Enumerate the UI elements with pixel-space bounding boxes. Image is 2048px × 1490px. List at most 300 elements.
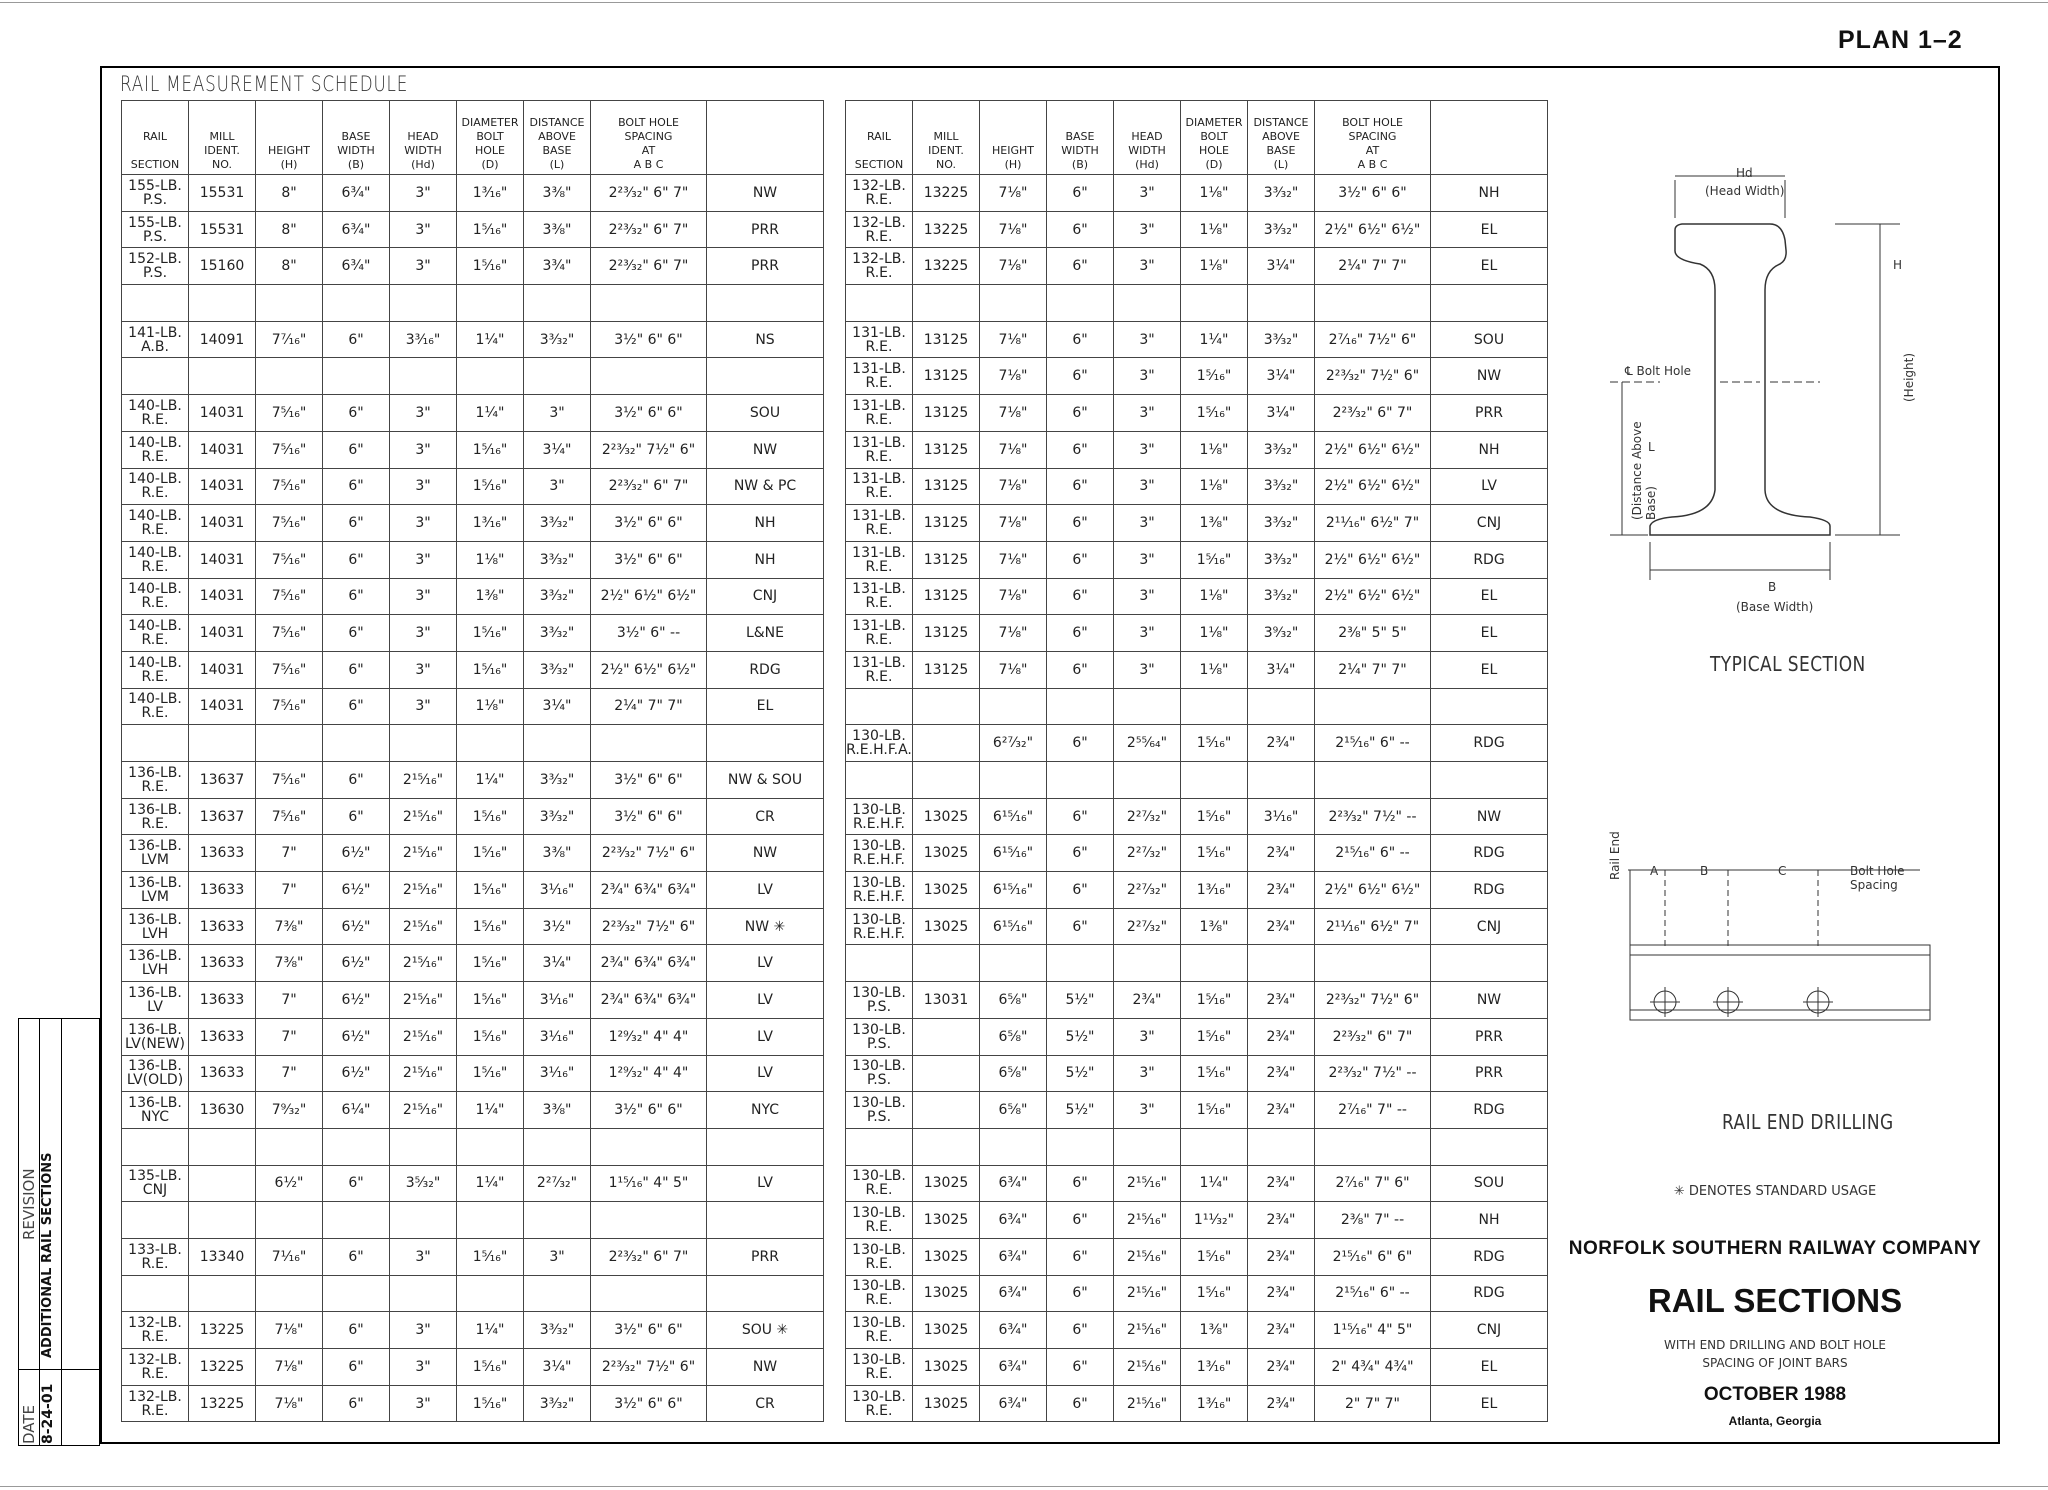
- table-cell: [457, 1128, 524, 1165]
- table-row: [846, 945, 1548, 982]
- table-cell: 6": [323, 321, 390, 358]
- column-header-line: RAIL: [142, 130, 168, 143]
- table-cell: 7⅛": [980, 468, 1047, 505]
- column-header-line: A B C: [633, 158, 664, 171]
- table-cell: 1⁵⁄₁₆": [457, 982, 524, 1019]
- table-cell: [524, 725, 591, 762]
- table-row: [122, 835, 824, 872]
- table-cell: 6": [1047, 505, 1114, 542]
- table-row: [846, 688, 1548, 725]
- column-header-line: HEIGHT: [268, 144, 310, 157]
- drawing-date: OCTOBER 1988: [1703, 1384, 1847, 1405]
- table-cell: [524, 1128, 591, 1165]
- table-cell: [256, 358, 323, 395]
- table-cell: 2¹⁵⁄₁₆": [1114, 1238, 1181, 1275]
- table-cell: 1⁵⁄₁₆": [457, 945, 524, 982]
- table-cell: 1³⁄₁₆": [1181, 872, 1248, 909]
- table-cell: CNJ: [1431, 1312, 1548, 1349]
- table-cell: 140-LB. R.E.: [122, 651, 189, 688]
- column-header-line: WIDTH: [404, 144, 442, 157]
- table-cell: [1047, 285, 1114, 322]
- table-cell: [323, 285, 390, 322]
- table-cell: 6": [323, 762, 390, 799]
- table-cell: 3¼": [1248, 395, 1315, 432]
- table-cell: 1⅛": [1181, 578, 1248, 615]
- revision-date-heading: DATE: [20, 1404, 38, 1444]
- table-cell: EL: [707, 688, 824, 725]
- table-cell: 14031: [189, 541, 256, 578]
- table-cell: 6": [1047, 651, 1114, 688]
- table-cell: [323, 1128, 390, 1165]
- table-cell: 2²⁷⁄₃₂": [1114, 908, 1181, 945]
- table-cell: 6": [323, 578, 390, 615]
- table-cell: 6": [323, 615, 390, 652]
- table-cell: RDG: [1431, 835, 1548, 872]
- table-cell: 13125: [913, 468, 980, 505]
- table-cell: 1⁵⁄₁₆": [457, 615, 524, 652]
- table-cell: 131-LB. R.E.: [846, 468, 913, 505]
- table-cell: [846, 688, 913, 725]
- table-cell: [846, 285, 913, 322]
- table-cell: PRR: [707, 1238, 824, 1275]
- table-row: [846, 835, 1548, 872]
- table-cell: 130-LB. R.E.: [846, 1275, 913, 1312]
- table-cell: 2¼" 7" 7": [1315, 651, 1431, 688]
- table-cell: 2²³⁄₃₂" 7½" 6": [591, 908, 707, 945]
- table-cell: 2½" 6½" 6½": [1315, 872, 1431, 909]
- table-cell: 13025: [913, 835, 980, 872]
- table-cell: [122, 1202, 189, 1239]
- table-cell: 13025: [913, 1165, 980, 1202]
- table-cell: 13025: [913, 1238, 980, 1275]
- table-cell: [390, 1128, 457, 1165]
- table-row: [122, 688, 824, 725]
- table-cell: [323, 1202, 390, 1239]
- column-header-line: DISTANCE: [529, 116, 585, 129]
- table-cell: [707, 358, 824, 395]
- table-row: [122, 1385, 824, 1422]
- table-cell: 13125: [913, 615, 980, 652]
- table-cell: CR: [707, 1385, 824, 1422]
- table-cell: 2¾": [1248, 1312, 1315, 1349]
- table-cell: 6": [323, 1165, 390, 1202]
- column-header-line: HOLE: [1198, 144, 1229, 157]
- table-row: [846, 358, 1548, 395]
- table-cell: [1431, 762, 1548, 799]
- table-cell: [913, 1128, 980, 1165]
- table-cell: 2⅜" 5" 5": [1315, 615, 1431, 652]
- column-header-line: BOLT HOLE: [618, 116, 679, 129]
- table-cell: 7⁵⁄₁₆": [256, 541, 323, 578]
- table-cell: 6¾": [980, 1385, 1047, 1422]
- table-cell: RDG: [1431, 1275, 1548, 1312]
- table-cell: 3³⁄₃₂": [1248, 468, 1315, 505]
- standard-usage-note: ✳ DENOTES STANDARD USAGE: [1673, 1184, 1877, 1199]
- column-header: [1114, 101, 1181, 175]
- table-cell: [591, 285, 707, 322]
- table-cell: 1⁵⁄₁₆": [1181, 982, 1248, 1019]
- table-cell: 1¼": [457, 321, 524, 358]
- bolt-hole-label: ℄ Bolt Hole: [1625, 364, 1692, 378]
- table-cell: 3": [1114, 505, 1181, 542]
- table-cell: RDG: [707, 651, 824, 688]
- table-cell: 3¹⁄₁₆": [1248, 798, 1315, 835]
- table-cell: 140-LB. R.E.: [122, 615, 189, 652]
- subtitle-line-1: WITH END DRILLING AND BOLT HOLE: [1664, 1338, 1886, 1352]
- table-cell: 3": [524, 468, 591, 505]
- h-desc: (Height): [1902, 352, 1916, 402]
- table-cell: [846, 762, 913, 799]
- table-row: [122, 321, 824, 358]
- table-cell: 6⅝": [980, 1018, 1047, 1055]
- table-cell: 13025: [913, 908, 980, 945]
- table-cell: 131-LB. R.E.: [846, 578, 913, 615]
- table-cell: 7⁵⁄₁₆": [256, 468, 323, 505]
- table-cell: 136-LB. LVH: [122, 945, 189, 982]
- table-cell: [189, 358, 256, 395]
- table-cell: 3½" 6" 6": [591, 1312, 707, 1349]
- table-cell: SOU: [707, 395, 824, 432]
- table-cell: 3³⁄₃₂": [1248, 211, 1315, 248]
- table-cell: 1⁵⁄₁₆": [1181, 1238, 1248, 1275]
- table-cell: 2¹⁵⁄₁₆": [1114, 1165, 1181, 1202]
- table-cell: 2²³⁄₃₂" 7½" --: [1315, 798, 1431, 835]
- table-row: [846, 468, 1548, 505]
- table-cell: [846, 945, 913, 982]
- table-row: [846, 872, 1548, 909]
- table-cell: 2¾": [1248, 725, 1315, 762]
- table-cell: 7⅛": [256, 1312, 323, 1349]
- table-cell: 1¼": [457, 762, 524, 799]
- column-header: [1047, 101, 1114, 175]
- table-cell: 1⅛": [457, 541, 524, 578]
- table-cell: 1⅛": [1181, 651, 1248, 688]
- table-cell: 1⁵⁄₁₆": [457, 835, 524, 872]
- table-cell: 3⅜": [524, 211, 591, 248]
- table-cell: 2¾": [1114, 982, 1181, 1019]
- table-cell: 1¼": [457, 1312, 524, 1349]
- table-cell: NH: [1431, 1202, 1548, 1239]
- table-cell: [457, 358, 524, 395]
- table-row: [122, 1349, 824, 1386]
- column-header: [457, 101, 524, 175]
- table-cell: 3¼": [524, 688, 591, 725]
- table-cell: 3³⁄₃₂": [524, 321, 591, 358]
- table-cell: [1114, 688, 1181, 725]
- column-header-line: (L): [549, 158, 565, 171]
- table-cell: 6¾": [980, 1238, 1047, 1275]
- table-cell: 2¹⁵⁄₁₆": [1114, 1312, 1181, 1349]
- column-header-line: BASE: [1266, 144, 1296, 157]
- table-cell: 13125: [913, 431, 980, 468]
- drawing-location: Atlanta, Georgia: [1728, 1414, 1822, 1428]
- table-cell: 2²⁷⁄₃₂": [1114, 872, 1181, 909]
- table-cell: 140-LB. R.E.: [122, 431, 189, 468]
- table-cell: 7⁵⁄₁₆": [256, 688, 323, 725]
- table-cell: 3": [390, 248, 457, 285]
- table-cell: 152-LB. P.S.: [122, 248, 189, 285]
- table-cell: [913, 688, 980, 725]
- table-cell: 7": [256, 835, 323, 872]
- table-cell: [1315, 285, 1431, 322]
- table-cell: 6⅝": [980, 1092, 1047, 1129]
- table-cell: 2¹⁵⁄₁₆": [1114, 1385, 1181, 1422]
- table-row: [122, 578, 824, 615]
- column-header-line: (Hd): [411, 158, 435, 171]
- table-cell: [256, 285, 323, 322]
- table-cell: CNJ: [707, 578, 824, 615]
- table-cell: L&NE: [707, 615, 824, 652]
- table-cell: 13637: [189, 762, 256, 799]
- table-cell: 1⁵⁄₁₆": [457, 872, 524, 909]
- table-cell: 1¹¹⁄₃₂": [1181, 1202, 1248, 1239]
- table-cell: 13225: [189, 1349, 256, 1386]
- table-cell: [390, 285, 457, 322]
- table-cell: 2½" 6½" 6½": [591, 651, 707, 688]
- l-desc: (Distance Above Base): [1630, 421, 1658, 520]
- table-cell: 7⅛": [980, 211, 1047, 248]
- table-row: [846, 211, 1548, 248]
- table-cell: 1³⁄₁₆": [1181, 1385, 1248, 1422]
- rail-end-drawing: [1620, 810, 1940, 1030]
- table-cell: 2¾": [1248, 1275, 1315, 1312]
- table-cell: 2¾": [1248, 1385, 1315, 1422]
- table-cell: 3⅜": [524, 835, 591, 872]
- table-cell: 3½" 6" 6": [591, 505, 707, 542]
- table-cell: 6¾": [980, 1349, 1047, 1386]
- column-header: [913, 101, 980, 175]
- table-cell: EL: [1431, 1385, 1548, 1422]
- table-row: [846, 505, 1548, 542]
- table-cell: 3³⁄₃₂": [524, 798, 591, 835]
- table-cell: EL: [1431, 211, 1548, 248]
- bolt-hole-spacing-label: Bolt Hole Spacing: [1850, 864, 1905, 892]
- table-cell: [524, 285, 591, 322]
- table-cell: [980, 285, 1047, 322]
- table-cell: 3": [1114, 1055, 1181, 1092]
- table-cell: 2²³⁄₃₂" 7½" 6": [1315, 982, 1431, 1019]
- table-cell: 1³⁄₁₆": [457, 175, 524, 212]
- table-cell: [256, 1128, 323, 1165]
- table-row: [846, 321, 1548, 358]
- table-cell: 7⅛": [980, 505, 1047, 542]
- table-cell: 6": [1047, 1385, 1114, 1422]
- table-cell: [1181, 762, 1248, 799]
- table-cell: 3³⁄₃₂": [1248, 578, 1315, 615]
- column-header: [980, 101, 1047, 175]
- table-cell: 6": [323, 1238, 390, 1275]
- table-row: [122, 1202, 824, 1239]
- column-header-line: IDENT.: [204, 144, 240, 157]
- table-cell: 6": [1047, 908, 1114, 945]
- b-desc: (Base Width): [1736, 600, 1814, 614]
- column-header-line: AT: [641, 144, 656, 157]
- table-cell: [1248, 762, 1315, 799]
- table-row: [122, 211, 824, 248]
- table-cell: 3³⁄₁₆": [390, 321, 457, 358]
- table-cell: 3⅜": [524, 1092, 591, 1129]
- table-cell: [913, 1018, 980, 1055]
- table-row: [846, 1018, 1548, 1055]
- column-header-line: [846, 144, 912, 158]
- table-row: [846, 1312, 1548, 1349]
- table-cell: 136-LB. LVH: [122, 908, 189, 945]
- table-cell: EL: [1431, 615, 1548, 652]
- table-cell: 3½" 6" 6": [591, 798, 707, 835]
- table-cell: 1⁵⁄₁₆": [457, 798, 524, 835]
- table-cell: [1114, 762, 1181, 799]
- schedule-table-left: [121, 100, 824, 1422]
- spacing-c: C: [1778, 864, 1787, 878]
- table-cell: [189, 285, 256, 322]
- column-header-line: BASE: [1065, 130, 1095, 143]
- table-row: [846, 1092, 1548, 1129]
- table-cell: 132-LB. R.E.: [846, 211, 913, 248]
- column-header-line: AT: [1365, 144, 1380, 157]
- table-cell: 6⅝": [980, 982, 1047, 1019]
- table-cell: 3": [1114, 541, 1181, 578]
- table-cell: 2½" 6½" 6½": [1315, 541, 1431, 578]
- table-cell: 1⁵⁄₁₆": [1181, 541, 1248, 578]
- b-label: B: [1768, 580, 1777, 594]
- table-cell: 6": [1047, 321, 1114, 358]
- column-header-line: DIAMETER: [461, 116, 519, 129]
- table-cell: [707, 1275, 824, 1312]
- table-row: [846, 175, 1548, 212]
- table-cell: RDG: [1431, 725, 1548, 762]
- table-cell: 6": [1047, 395, 1114, 432]
- table-cell: 13025: [913, 1275, 980, 1312]
- table-cell: 2²³⁄₃₂" 7½" 6": [591, 835, 707, 872]
- column-header-line: BASE: [542, 144, 572, 157]
- typical-section-caption: TYPICAL SECTION: [1710, 652, 1866, 676]
- table-cell: 14031: [189, 688, 256, 725]
- table-cell: [1181, 285, 1248, 322]
- table-cell: 1¹⁵⁄₁₆" 4" 5": [591, 1165, 707, 1202]
- rail-end-label: Rail End: [1608, 831, 1622, 880]
- table-cell: 1⅛": [1181, 431, 1248, 468]
- table-cell: 140-LB. R.E.: [122, 688, 189, 725]
- table-row: [846, 578, 1548, 615]
- table-cell: 1⁵⁄₁₆": [457, 1238, 524, 1275]
- rail-profile: [1650, 224, 1830, 535]
- table-cell: 14031: [189, 651, 256, 688]
- table-cell: 136-LB. NYC: [122, 1092, 189, 1129]
- table-cell: 2⁵⁵⁄₆₄": [1114, 725, 1181, 762]
- table-cell: 3": [524, 1238, 591, 1275]
- table-row: [122, 395, 824, 432]
- table-cell: 2¾": [1248, 1349, 1315, 1386]
- hd-label: Hd: [1736, 166, 1753, 180]
- table-cell: 3³⁄₃₂": [524, 1312, 591, 1349]
- table-row: [846, 1349, 1548, 1386]
- table-cell: SOU: [1431, 321, 1548, 358]
- table-cell: [122, 1128, 189, 1165]
- table-cell: 1⅛": [1181, 211, 1248, 248]
- table-cell: [707, 1202, 824, 1239]
- table-cell: 6²⁷⁄₃₂": [980, 725, 1047, 762]
- table-cell: EL: [1431, 651, 1548, 688]
- table-cell: 1⅜": [1181, 505, 1248, 542]
- table-cell: 6": [1047, 358, 1114, 395]
- table-row: [122, 1312, 824, 1349]
- table-cell: 3": [390, 468, 457, 505]
- table-cell: 2²³⁄₃₂" 6" 7": [591, 1238, 707, 1275]
- table-cell: [256, 725, 323, 762]
- table-cell: [913, 762, 980, 799]
- column-header-line: SECTION: [130, 158, 180, 171]
- table-cell: NW: [1431, 358, 1548, 395]
- table-cell: 13630: [189, 1092, 256, 1129]
- table-cell: NW: [707, 835, 824, 872]
- table-cell: 7⁵⁄₁₆": [256, 798, 323, 835]
- table-cell: 2²⁷⁄₃₂": [1114, 798, 1181, 835]
- table-cell: RDG: [1431, 872, 1548, 909]
- revision-heading: REVISION: [20, 1168, 38, 1240]
- column-header-line: WIDTH: [1128, 144, 1166, 157]
- table-cell: 2²³⁄₃₂" 7½" 6": [591, 431, 707, 468]
- column-header-line: HEIGHT: [992, 144, 1034, 157]
- table-cell: [1315, 945, 1431, 982]
- column-header-line: [1431, 158, 1547, 172]
- table-cell: 6": [323, 395, 390, 432]
- column-header-line: ABOVE: [1262, 130, 1300, 143]
- table-cell: 130-LB. R.E.H.F.: [846, 872, 913, 909]
- table-cell: [122, 285, 189, 322]
- table-cell: 1⁵⁄₁₆": [1181, 835, 1248, 872]
- column-header-line: (H): [280, 158, 298, 171]
- table-cell: 7⁷⁄₁₆": [256, 321, 323, 358]
- table-cell: 14091: [189, 321, 256, 358]
- table-row: [122, 1275, 824, 1312]
- table-cell: 3¹⁄₁₆": [524, 982, 591, 1019]
- table-cell: 3": [524, 395, 591, 432]
- table-cell: [1315, 1128, 1431, 1165]
- table-cell: [1047, 1128, 1114, 1165]
- table-cell: 2¾" 6¾" 6¾": [591, 982, 707, 1019]
- table-cell: 6¼": [323, 1092, 390, 1129]
- column-header-line: NO.: [936, 158, 956, 171]
- table-cell: 6": [1047, 211, 1114, 248]
- table-cell: 1⅜": [457, 578, 524, 615]
- table-cell: [390, 1275, 457, 1312]
- table-cell: 7⅛": [980, 431, 1047, 468]
- table-cell: 2²³⁄₃₂" 7½" --: [1315, 1055, 1431, 1092]
- table-cell: [122, 358, 189, 395]
- table-cell: 7⅛": [980, 321, 1047, 358]
- table-cell: 2¾": [1248, 1055, 1315, 1092]
- table-cell: 6½": [323, 982, 390, 1019]
- table-cell: 13633: [189, 945, 256, 982]
- plan-number: PLAN 1–2: [1838, 26, 1963, 54]
- table-cell: [913, 725, 980, 762]
- header-row: [122, 101, 824, 175]
- table-cell: SOU: [1431, 1165, 1548, 1202]
- table-row: [846, 1202, 1548, 1239]
- table-cell: 13225: [913, 248, 980, 285]
- table-cell: 7⅛": [980, 175, 1047, 212]
- table-cell: 6¹⁵⁄₁₆": [980, 798, 1047, 835]
- table-cell: 141-LB. A.B.: [122, 321, 189, 358]
- table-cell: 2¼" 7" 7": [591, 688, 707, 725]
- table-row: [846, 1238, 1548, 1275]
- table-cell: 136-LB. LV(OLD): [122, 1055, 189, 1092]
- column-header-line: BOLT HOLE: [1342, 116, 1403, 129]
- schedule-title: RAIL MEASUREMENT SCHEDULE: [120, 72, 409, 96]
- column-header-line: (D): [481, 158, 499, 171]
- table-cell: 1¼": [1181, 321, 1248, 358]
- table-cell: 3": [390, 688, 457, 725]
